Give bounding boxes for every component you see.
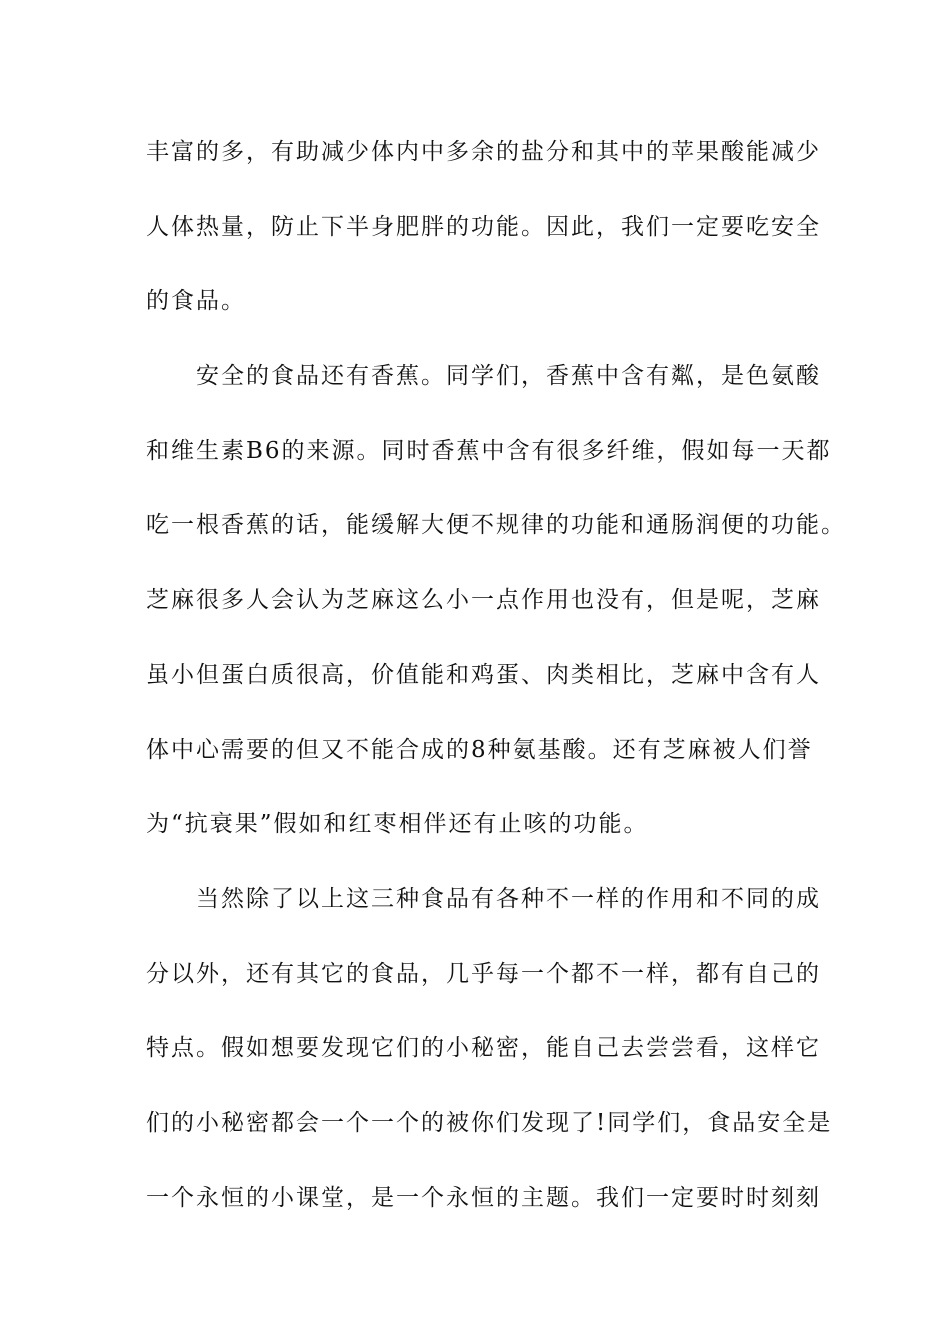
text-line: 为“抗衰果”假如和红枣相伴还有止咳的功能。: [146, 811, 649, 837]
text-line: 分以外，还有其它的食品，几乎每一个都不一样，都有自己的: [146, 961, 821, 987]
text-line: 芝麻很多人会认为芝麻这么小一点作用也没有，但是呢，芝麻: [146, 587, 821, 613]
text-line: 丰富的多，有助减少体内中多余的盐分和其中的苹果酸能减少: [146, 139, 821, 165]
text-line: 特点。假如想要发现它们的小秘密，能自己去尝尝看，这样它: [146, 1035, 821, 1061]
text-line: 人体热量，防止下半身肥胖的功能。因此，我们一定要吃安全: [146, 214, 821, 240]
text-line: 和维生素B6的来源。同时香蕉中含有很多纤维，假如每一天都: [146, 438, 832, 464]
text-line: 吃一根香蕉的话，能缓解大便不规律的功能和通肠润便的功能。: [146, 512, 846, 538]
paragraph-first-line: 安全的食品还有香蕉。同学们，香蕉中含有粼，是色氨酸: [196, 363, 821, 389]
text-line: 的食品。: [146, 288, 246, 314]
paragraph-first-line: 当然除了以上这三种食品有各种不一样的作用和不同的成: [196, 886, 821, 912]
text-line: 体中心需要的但又不能合成的8种氨基酸。还有芝麻被人们誉: [146, 737, 813, 763]
text-line: 们的小秘密都会一个一个的被你们发现了!同学们，食品安全是: [146, 1110, 833, 1136]
text-line: 一个永恒的小课堂，是一个永恒的主题。我们一定要时时刻刻: [146, 1185, 821, 1211]
text-line: 虽小但蛋白质很高，价值能和鸡蛋、肉类相比，芝麻中含有人: [146, 662, 821, 688]
